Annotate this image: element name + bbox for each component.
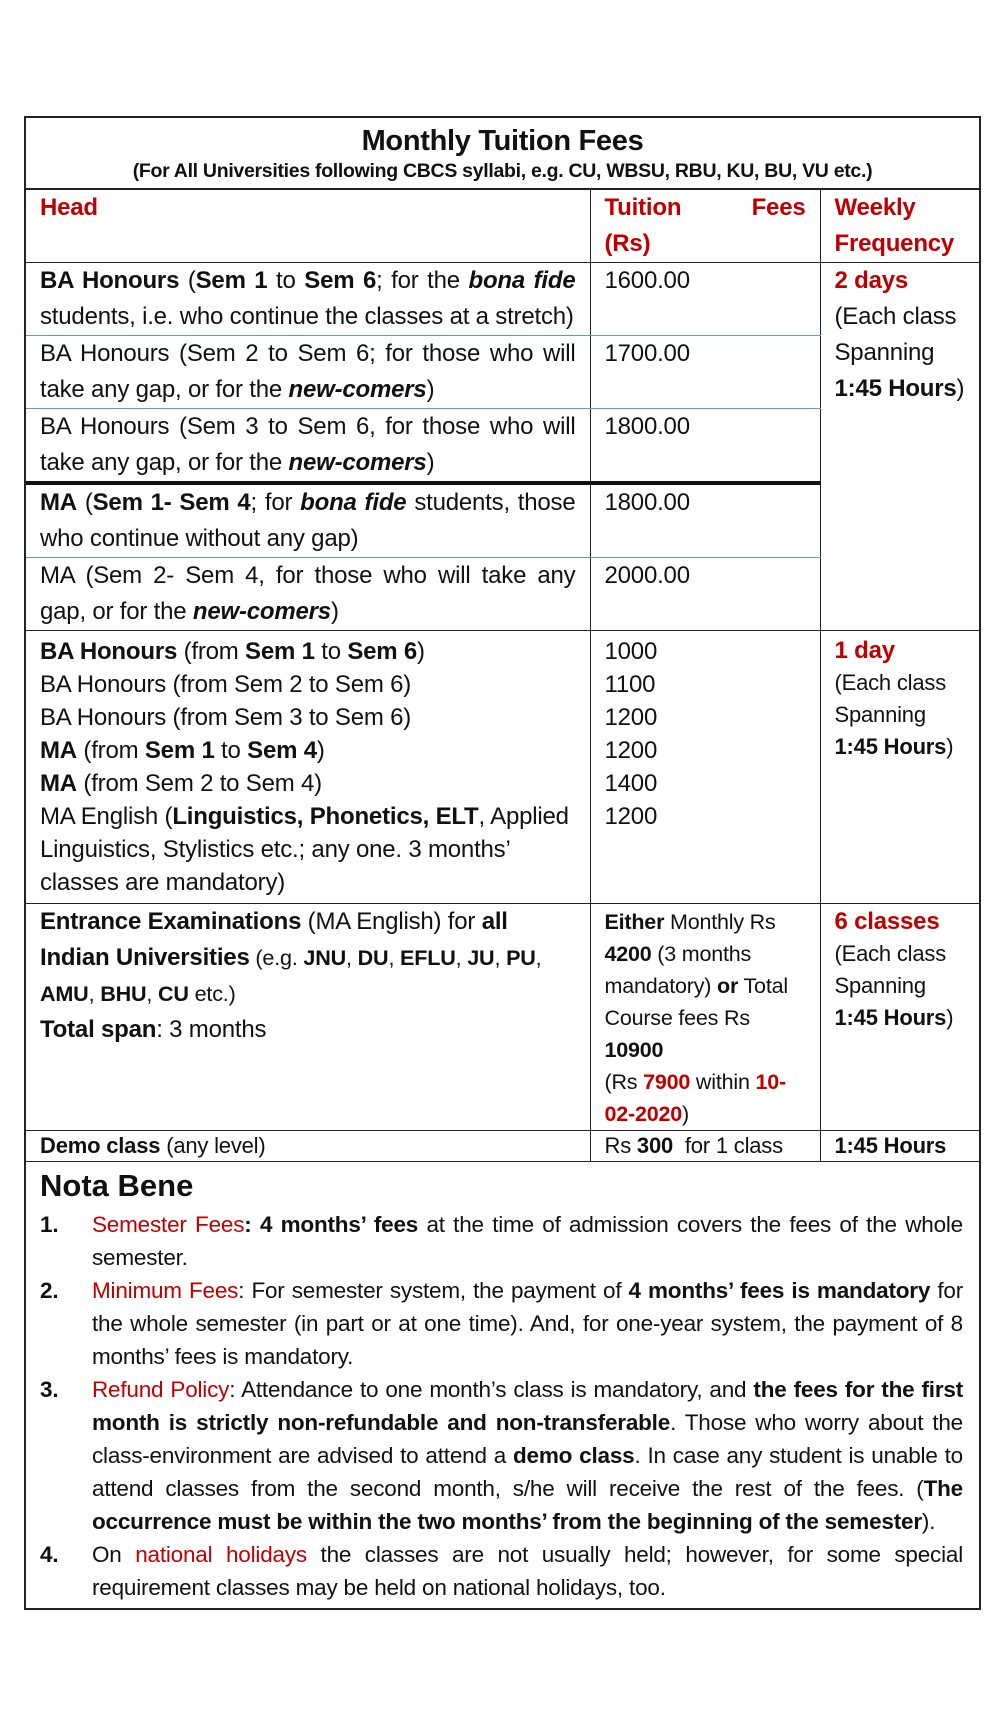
entrance-span-label: Total span [40,1016,157,1043]
text-run: all Indian Universities [40,908,508,971]
entrance-span-value: : 3 months [156,1016,267,1043]
fee-monthly-amount: 4200 [604,942,652,966]
header-frequency-word-2: Frequency [834,230,955,257]
text-run: JU [467,945,495,970]
table-row [26,263,979,336]
fee-either: Either [604,910,665,934]
text-run: ) [316,737,325,764]
nota-bene-number: 4. [40,1542,59,1567]
entrance-frequency-detail: (Each class Spanning [834,941,947,998]
nota-bene-number: 1. [40,1212,59,1237]
entrance-frequency-duration: 1:45 Hours [834,1005,947,1030]
text-run: etc.) [188,981,236,1006]
header-weekly-frequency [820,190,979,263]
fee-or: or [717,974,739,998]
frequency-cell [820,631,979,904]
demo-level: (any level) [160,1133,266,1158]
nota-bene-number: 2. [40,1278,59,1303]
text-run: Sem 1 [245,638,315,665]
row-head-cell [26,668,590,701]
text-run: 4 months’ fees is mandatory [628,1278,931,1303]
text-run: BA Honours (Sem 3 to Sem 6, for those who will take any gap, or for the [40,413,576,476]
text-run: to [267,267,305,294]
text-run: (from Sem 2 to Sem 4) [76,770,322,797]
frequency-close: ) [946,734,954,759]
text-run: Sem 1- Sem 4 [92,489,251,516]
text-run: AMU [40,981,89,1006]
text-run: bona fide [468,267,576,294]
row-head-cell [26,409,590,484]
text-run: BA Honours [40,267,180,294]
fee-total-amount: 10900 [604,1038,664,1062]
page-subtitle: (For All Universities following CBCS syllabi, e.g. CU, WBSU, RBU, KU, BU, VU etc.) [132,160,873,182]
fee-total-label: Total Course fees Rs [604,974,788,1030]
demo-frequency-cell [820,1131,979,1162]
nota-bene-item [40,1538,963,1604]
text-run: MA English ( [40,803,173,830]
demo-frequency: 1:45 Hours [834,1133,947,1158]
text-run: national holidays [135,1542,307,1567]
text-run: ) [426,449,435,476]
row-head-cell [26,483,590,558]
text-run: (from [177,638,246,665]
group-two-days [26,263,979,631]
frequency-duration: 1:45 Hours [834,734,947,759]
text-run: Sem 1 [144,737,215,764]
text-run: : For semester system, the payment of [238,1278,629,1303]
nota-bene-list [40,1208,963,1604]
row-fee-cell: 1700.00 [590,336,820,409]
fees-table [26,190,979,1162]
text-run: to [214,737,248,764]
text-run: , [346,945,358,970]
fee-document [24,116,981,1610]
text-run: MA [40,489,77,516]
text-run: PU [506,945,536,970]
text-run: for the whole semester (in part or at one time). And, for one-year system, the payment of 8 months’ fees is mandatory. [92,1278,963,1369]
text-run: BA Honours (from Sem 2 to Sem 6) [40,671,412,698]
row-fee-cell: 1100 [590,668,820,701]
text-run: new-comers [288,376,427,403]
text-run: EFLU [400,945,456,970]
text-run: Semester Fees [92,1212,245,1237]
fee-early-amount: 7900 [643,1070,691,1094]
fee-early-open: (Rs [604,1070,644,1094]
text-run: (MA English) for [301,908,482,935]
demo-fee-suffix: for 1 class [673,1133,783,1158]
header-frequency-word-1: Weekly [834,194,916,221]
fee-mandatory-note: (3 months mandatory) [604,942,752,998]
nota-bene-item [40,1208,963,1274]
nota-bene-number: 3. [40,1377,59,1402]
text-run: to [314,638,348,665]
table-row-demo [26,1131,979,1162]
frequency-detail: (Each class Spanning [834,670,947,727]
text-run: ) [330,598,339,625]
row-head-cell [26,701,590,734]
row-head-cell [26,558,590,631]
text-run: ) [426,376,435,403]
row-fee-cell: 1400 [590,767,820,800]
row-head-cell [26,631,590,669]
frequency-main: 1 day [834,637,895,664]
row-fee-cell: 1800.00 [590,409,820,484]
text-run: , [88,981,101,1006]
entrance-description [40,904,576,1012]
row-fee-cell: 1600.00 [590,263,820,336]
group-entrance [26,904,979,1162]
text-run: new-comers [288,449,427,476]
nota-bene-text [92,1208,963,1274]
text-run: MA [40,770,77,797]
table-header-row [26,190,979,263]
text-run: . In case any student is unable to attend classes from the second month, s/he will receive the rest of the fees. ( [92,1443,963,1501]
row-head-cell [26,263,590,336]
header-head: Head [26,190,590,263]
text-run: students, those who continue without any gap) [40,489,576,552]
row-fee-cell: 1000 [590,631,820,669]
text-run: (e.g. [249,945,304,970]
text-run: the classes are not usually held; however, for some special requirement classes may be held on national holidays, too. [92,1542,964,1600]
text-run: Minimum Fees [92,1278,239,1303]
demo-fee-cell [590,1131,820,1162]
row-fee-cell: 1200 [590,734,820,767]
text-run: ) [417,638,425,665]
text-run: BA Honours (from Sem 3 to Sem 6) [40,704,412,731]
text-run: Refund Policy [92,1377,230,1402]
text-run: , [388,945,401,970]
text-run: ( [179,267,196,294]
frequency-close: ) [956,375,965,402]
text-run: DU [357,945,389,970]
header-fees-word-2: Fees [751,194,806,221]
row-head-cell [26,800,590,904]
text-run: at the time of admission covers the fees of the whole semester. [92,1212,963,1270]
demo-fee-prefix: Rs [604,1133,637,1158]
page-title: Monthly Tuition Fees [361,125,644,157]
text-run: On [92,1542,136,1567]
header-fees-unit: (Rs) [604,230,651,257]
group-one-day [26,631,979,904]
row-fee-cell: 1200 [590,701,820,734]
fee-deadline: 10-02-2020 [604,1070,786,1126]
nota-bene-item [40,1274,963,1373]
text-run: students, i.e. who continue the classes at a stretch) [40,303,574,330]
text-run: MA [40,737,77,764]
table-row-entrance [26,904,979,1131]
text-run: . Those who worry about the class-environment are advised to attend a [92,1410,963,1468]
row-fee-cell: 1800.00 [590,483,820,558]
text-run: ; for the [376,267,469,294]
entrance-head-cell [26,904,590,1131]
demo-fee-amount: 300 [636,1133,674,1158]
text-run: the fees for the first month is strictly non-refundable and non-transferable [92,1377,963,1435]
demo-label: Demo class [40,1133,161,1158]
frequency-detail: (Each class Spanning [834,303,957,366]
row-head-cell [26,336,590,409]
row-fee-cell: 2000.00 [590,558,820,631]
entrance-span [40,1012,576,1048]
text-run: ( [76,489,93,516]
text-run: BA Honours [40,638,178,665]
fee-early-close: ) [682,1102,689,1126]
text-run: Linguistics, Phonetics, ELT [172,803,479,830]
header-fees-word-1: Tuition [604,194,682,221]
text-run: Sem 6 [347,638,418,665]
text-run: , [535,945,542,970]
text-run: Sem 6 [304,267,377,294]
row-fee-cell: 1200 [590,800,820,904]
nota-bene-text [92,1538,963,1604]
text-run: demo class [513,1443,635,1468]
row-head-cell [26,734,590,767]
entrance-fee-cell [590,904,820,1131]
text-run: Sem 4 [247,737,317,764]
text-run: : Attendance to one month’s class is mandatory, and [229,1377,754,1402]
text-run: ; for [250,489,301,516]
fee-within: within [690,1070,756,1094]
frequency-cell [820,263,979,631]
frequency-main: 2 days [834,267,909,294]
fee-monthly-label: Monthly Rs [664,910,776,934]
text-run: , Applied Linguistics, Stylistics etc.; any one. 3 months’ classes are mandatory) [40,803,569,896]
nota-bene-title: Nota Bene [40,1168,194,1203]
entrance-frequency-close: ) [946,1005,954,1030]
frequency-duration: 1:45 Hours [834,375,957,402]
nota-bene-text [92,1373,963,1538]
text-run: BHU [100,981,147,1006]
entrance-frequency-cell [820,904,979,1131]
header-tuition-fees [590,190,820,263]
nota-bene-text [92,1274,963,1373]
text-run: new-comers [192,598,331,625]
text-run: Sem 1 [195,267,268,294]
row-head-cell [26,767,590,800]
text-run: Entrance Examinations [40,908,302,935]
text-run: (from [76,737,145,764]
text-run: MA (Sem 2- Sem 4, for those who will take any gap, or for the [40,562,576,625]
text-run: The occurrence must be within the two months’ from the beginning of the semester [92,1476,963,1534]
nota-bene-item [40,1373,963,1538]
text-run: BA Honours (Sem 2 to Sem 6; for those who will take any gap, or for the [40,340,576,403]
table-row [26,631,979,669]
text-run: bona fide [300,489,407,516]
text-run: , [494,945,507,970]
text-run: JNU [303,945,347,970]
text-run: ). [921,1509,936,1534]
nota-bene-section [26,1164,979,1608]
demo-head-cell [26,1131,590,1162]
text-run: : 4 months’ fees [244,1212,419,1237]
title-block [26,118,979,190]
text-run: CU [157,981,189,1006]
entrance-frequency-main: 6 classes [834,908,940,935]
text-run: , [455,945,468,970]
text-run: , [146,981,158,1006]
